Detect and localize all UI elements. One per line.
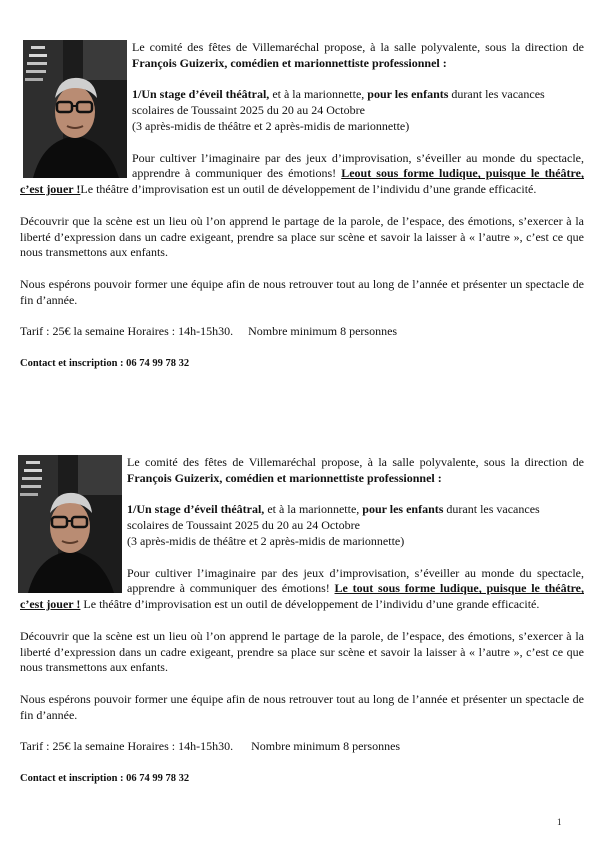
stage-paragraph: 1/Un stage d’éveil théâtral, et à la marionnette, pour les enfants durant les vacances scolaires de Toussaint 2025 du 20 au 24 Octobre (3 après-midis de théâtre et 2 après-midis de marionnette) [132,87,545,133]
cultiver-paragraph: Pour cultiver l’imaginaire par des jeux d’improvisation, s’éveiller au monde du spectacle, apprendre à communiquer des émotions! Le tout sous forme ludique, puisque le théâtre, c’est jouer ! Le théâtre d’improvisation est un outil de développement de l’individu d’une grande efficacité. [20,565,585,612]
decouvrir-paragraph: Découvrir que la scène est un lieu où l’on apprend le partage de la parole, de l’espace, des émotions, s’exercer à la liberté d’expression dans un cadre exigeant, prendre sa place sur scène et savoir la laisser à « l’autre », c’est ce que nous transmettons aux enfants. [20,628,584,675]
decouvrir-paragraph: Découvrir que la scène est un lieu où l’on apprend le partage de la parole, de l’espace, des émotions, s’exercer à la liberté d’expression dans un cadre exigeant, prendre sa place sur scène et savoir la laisser à « l’autre », c’est ce que nous transmettons aux enfants. [20,213,584,260]
portrait-photo [18,455,122,593]
intro-paragraph: Le comité des fêtes de Villemaréchal propose, à la salle polyvalente, sous la direction de François Guizerix, comédien et marionnettiste professionnel : [132,40,584,70]
contact-line: Contact et inscription : 06 74 99 78 32 [20,357,190,369]
contact-line: Contact et inscription : 06 74 99 78 32 [20,772,190,784]
esperons-paragraph: Nous espérons pouvoir former une équipe afin de nous retrouver tout au long de l’année et présenter un spectacle de fin d’année. [20,691,584,722]
tarif-line: Tarif : 25€ la semaine Horaires : 14h-15h30. Nombre minimum 8 personnes [20,324,398,339]
esperons-paragraph: Nous espérons pouvoir former une équipe afin de nous retrouver tout au long de l’année et présenter un spectacle de fin d’année. [20,276,584,307]
flyer-top [20,40,584,372]
intro-paragraph: Le comité des fêtes de Villemaréchal propose, à la salle polyvalente, sous la direction de François Guizerix, comédien et marionnettiste professionnel : [127,455,584,485]
page-number: 1 [557,817,562,827]
cultiver-paragraph: Pour cultiver l’imaginaire par des jeux d’improvisation, s’éveiller au monde du spectacle, apprendre à communiquer des émotions! Leout sous forme ludique, puisque le théâtre, c’est jouer !Le théâtre d’improvisation est un outil de développement de l’individu d’une grande efficacité. [20,150,584,197]
stage-paragraph: 1/Un stage d’éveil théâtral, et à la marionnette, pour les enfants durant les vacances scolaires de Toussaint 2025 du 20 au 24 Octobre (3 après-midis de théâtre et 2 après-midis de marionnette) [127,502,540,548]
flyer-bottom [20,455,584,787]
tarif-line: Tarif : 25€ la semaine Horaires : 14h-15h30. Nombre minimum 8 personnes [20,739,401,754]
portrait-photo [23,40,127,178]
